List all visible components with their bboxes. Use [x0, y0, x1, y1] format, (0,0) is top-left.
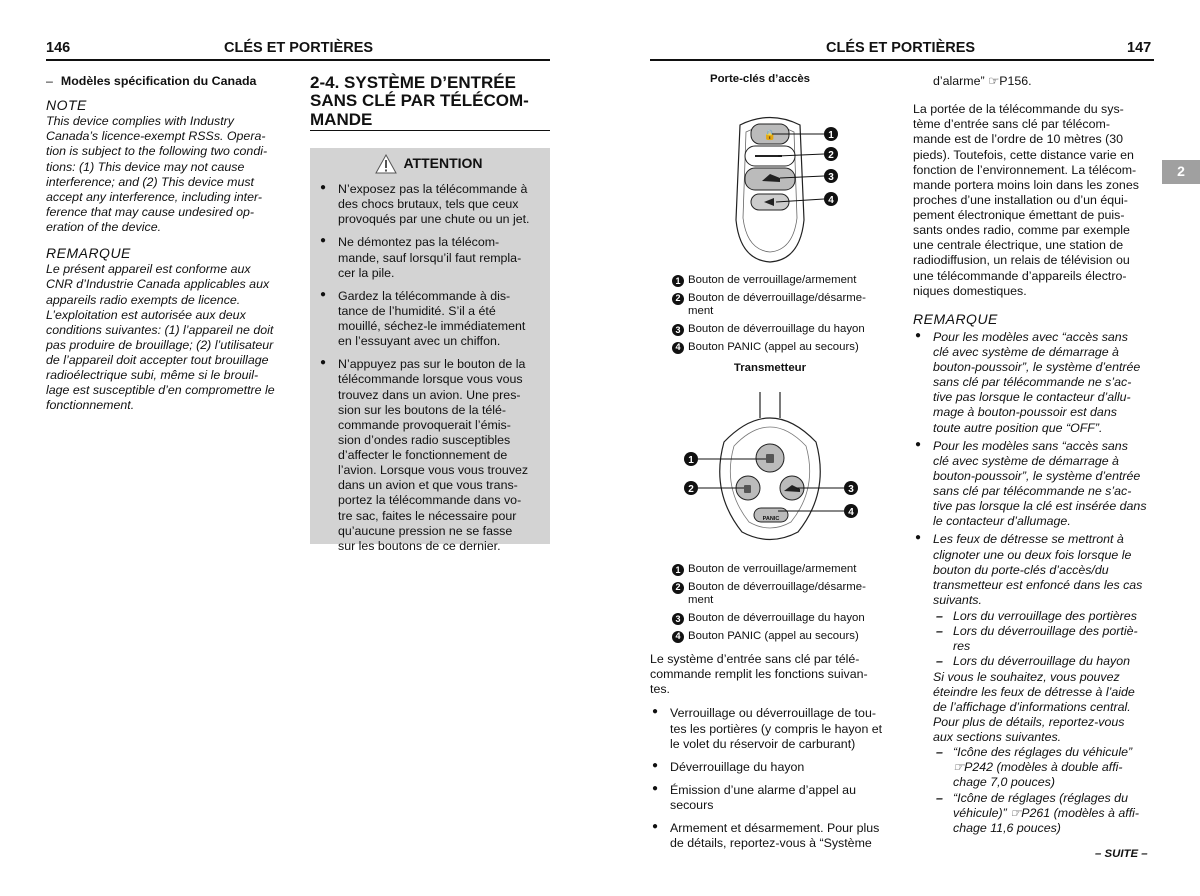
right-column [913, 74, 1158, 836]
caption-number: 2 [672, 293, 684, 305]
attention-line: qu’aucune pression ne se fasse [338, 523, 513, 538]
attention-box [310, 148, 550, 553]
range-line: La portée de la télécommande du sys- [913, 102, 1124, 117]
remarque-line: pas produire de brouillage; (2) l’utilisateur [46, 337, 274, 352]
keyfob-illustration [700, 110, 860, 270]
remarque-line: sans clé par télécommande ne s’ac- [933, 484, 1132, 499]
function-line: tes les portières (y compris le hayon et [670, 721, 883, 736]
caption-text: Bouton de verrouillage/armement [688, 274, 857, 286]
caption-text: Bouton PANIC (appel au secours) [688, 340, 859, 353]
note-line: tions: (1) This device may not cause [46, 159, 245, 174]
function-line: ● Verrouillage ou déverrouillage de tou- [670, 706, 876, 721]
range-line: pieds). Toutefois, cette distance varie en [913, 147, 1134, 162]
attention-line: ● N’exposez pas la télécommande à [338, 182, 528, 196]
note-line: interference; and (2) This device must [46, 174, 254, 189]
attention-line: dans un avion et que vous trans- [338, 478, 518, 493]
remarque-line: lage est susceptible d’en compromettre le [46, 383, 275, 398]
attention-line: des chocs brutaux, tels que ceux [338, 197, 519, 212]
attention-line: portez la télécommande dans vo- [338, 493, 522, 508]
case-line: – Lors du verrouillage des portières [953, 609, 1137, 624]
section-rule [310, 130, 550, 131]
ref-item [933, 791, 1158, 836]
note-line: Canada’s licence-exempt RSSs. Opera- [46, 129, 266, 144]
attention-item [318, 357, 540, 554]
remarque-line: le contacteur d’allumage. [933, 514, 1071, 529]
range-line: pement électronique émettant de puis- [913, 208, 1125, 222]
page-number-left: 146 [46, 40, 71, 56]
function-line: ● Émission d’une alarme d’appel au [670, 782, 856, 797]
dash-marker: – [46, 74, 53, 88]
continued-line: d’alarme” ☞P156. [933, 74, 1032, 88]
caption-number: 3 [672, 324, 684, 336]
caption-number: 2 [672, 582, 684, 594]
note-line: This device complies with Industry [46, 114, 234, 129]
remarque-item [913, 532, 1158, 608]
caption-text: Bouton de déverrouillage/désarme- [688, 291, 866, 304]
case-line: res [953, 639, 971, 654]
remarque-line: mage à bouton-poussoir est dans [933, 405, 1117, 420]
note-line: eration of the device. [46, 220, 162, 235]
caption-number: 1 [672, 564, 684, 576]
remarque-line: ● Pour les modèles sans “accès sans [933, 438, 1128, 453]
remarque-line: radioélectrique subi, même si le brouil- [46, 368, 259, 383]
callout-4-label: 4 [848, 507, 854, 518]
remarque-line: clé avec système de démarrage à [933, 344, 1119, 359]
header-rule-right [650, 59, 1154, 61]
attention-line: télécommande lorsque vous vous [338, 372, 523, 387]
attention-line: ● N’appuyez pas sur le bouton de la [338, 357, 526, 372]
attention-line: d’affecter le fonctionnement de [338, 448, 508, 462]
range-line: sants ondes radio, comme par exemple [913, 223, 1130, 238]
callout-4-label: 4 [828, 195, 834, 206]
caption-item [672, 292, 882, 319]
ref-line: ☞P242 (modèles à double affi- [953, 760, 1123, 775]
running-header-right: CLÉS ET PORTIÈRES [826, 40, 976, 56]
captions-keyfob [672, 274, 882, 358]
remarque-line: clignoter une ou deux fois lorsque le [933, 547, 1132, 562]
chapter-tab: 2 [1162, 160, 1200, 184]
caption-item [672, 341, 882, 355]
note-line: ference that may cause undesired op- [46, 204, 255, 219]
attention-line: sion d’ondes radio susceptibles [338, 432, 511, 447]
attention-item [318, 235, 540, 280]
functions-intro [650, 652, 895, 697]
attention-line: sur les boutons de ce dernier. [338, 538, 501, 553]
case-line: – Lors du déverrouillage des portiè- [953, 624, 1138, 639]
canada-heading [46, 74, 296, 89]
remarque-line: tive pas lorsque le contacteur d’allu- [933, 390, 1131, 405]
caption-text: Bouton de verrouillage/armement [688, 563, 857, 575]
attention-line: mande, sauf lorsqu’il faut rempla- [338, 250, 522, 265]
lock-icon [766, 454, 774, 463]
attention-line: tre sac, faites le nécessaire pour [338, 508, 517, 523]
caption-item [672, 581, 882, 608]
remarque-line: conditions suivantes: (1) l’appareil ne doit [46, 322, 274, 337]
function-item [650, 783, 895, 813]
caption-item [672, 323, 882, 337]
range-paragraph [913, 102, 1158, 299]
function-line: de détails, reportez-vous à “Système [670, 836, 872, 851]
remarque-line: transmetteur est enfoncé dans les cas [933, 577, 1143, 592]
remarque-line: tive pas lorsque la clé est insérée dans [933, 499, 1147, 514]
case-item [933, 654, 1158, 669]
attention-line: provoqués par une chute ou un jet. [338, 212, 530, 227]
caption-item [672, 563, 882, 577]
functions-section [650, 652, 895, 859]
attention-title: ATTENTION [403, 155, 483, 172]
attention-line: sion sur les boutons de la télé- [338, 402, 507, 417]
caption-text: ment [688, 594, 714, 607]
remarque-title-left: REMARQUE [46, 245, 131, 262]
unlock-icon [744, 485, 751, 493]
function-item [650, 706, 895, 751]
range-line: proches d’une installation ou d’un équi- [913, 192, 1128, 207]
followup-line: éteindre les feux de détresse à l’aide [933, 684, 1135, 699]
caption-number: 4 [672, 631, 684, 643]
intro-line: tes. [650, 682, 670, 697]
warning-triangle-icon [375, 154, 397, 174]
caption-text: Bouton PANIC (appel au secours) [688, 629, 859, 642]
remarque-line: L’exploitation est autorisée aux deux [46, 307, 246, 322]
attention-line: ● Gardez la télécommande à dis- [338, 288, 511, 303]
remarque-line: suivants. [933, 592, 982, 607]
function-line: ● Armement et désarmement. Pour plus [670, 821, 880, 836]
cases-list [913, 609, 1158, 670]
range-line: une centrale électrique, une station de [913, 238, 1124, 253]
function-item [650, 821, 895, 851]
remarque-item [913, 439, 1158, 530]
panic-label: PANIC [762, 516, 780, 522]
followup-paragraph [913, 670, 1158, 746]
range-line: fonction de l’environnement. La télécom- [913, 162, 1137, 177]
remarque-line: clé avec système de démarrage à [933, 453, 1119, 468]
followup-line: aux sections suivantes. [933, 730, 1062, 745]
remarque-line: appareils radio exempts de licence. [46, 292, 241, 307]
ref-line: – “Icône des réglages du véhicule” [953, 745, 1133, 760]
range-line: niques domestiques. [913, 283, 1027, 298]
attention-header [318, 152, 540, 176]
followup-line: Si vous le souhaitez, vous pouvez [933, 669, 1120, 684]
ref-line: chage 7,0 pouces) [953, 775, 1055, 790]
note-body [46, 114, 296, 235]
caption-number: 4 [672, 342, 684, 354]
caption-text: ment [688, 305, 714, 318]
captions-transmitter [672, 563, 882, 647]
lock-icon: 🔒 [763, 130, 777, 141]
case-item [933, 624, 1158, 654]
remarque-line: de l’appareil doit accepter tout brouillage [46, 353, 269, 368]
page-number-right: 147 [1127, 40, 1152, 56]
caption-item [672, 612, 882, 626]
note-line: tion is subject to the following two condi- [46, 144, 268, 159]
range-line: une télécommande d’appareils électro- [913, 268, 1127, 283]
remarque-title-right: REMARQUE [913, 310, 998, 327]
attention-line: cer la pile. [338, 265, 395, 280]
caption-item [672, 274, 882, 288]
callout-3-label: 3 [828, 172, 834, 183]
remarque-line: CNR d’Industrie Canada applicables aux [46, 277, 270, 292]
followup-line: Pour plus de détails, reportez-vous [933, 714, 1125, 729]
range-line: tème d’entrée sans clé par télécom- [913, 117, 1110, 132]
ref-line: – “Icône de réglages (réglages du [953, 790, 1128, 805]
header-rule-left [46, 59, 550, 61]
callout-2-label: 2 [688, 484, 694, 495]
function-line: secours [670, 798, 714, 812]
continued-footer: – SUITE – [1095, 848, 1148, 860]
caption-number: 3 [672, 613, 684, 625]
caption-text: Bouton de déverrouillage du hayon [688, 323, 865, 336]
left-column [46, 74, 296, 414]
intro-line: commande remplit les fonctions suivan- [650, 667, 868, 682]
attention-line: commande provoquerait l’émis- [338, 417, 511, 432]
caption-number: 1 [672, 275, 684, 287]
remarque-item [913, 330, 1158, 436]
remarque-line: bouton-poussoir”, le système d’entrée [933, 468, 1141, 483]
note-line: accept any interference, including inter- [46, 189, 263, 204]
case-item [933, 609, 1158, 624]
section-title-line: 2-4. SYSTÈME D’ENTRÉE [310, 73, 516, 92]
remarque-line: ● Les feux de détresse se mettront à [933, 532, 1124, 547]
ref-item [933, 745, 1158, 790]
transmitter-illustration [678, 382, 878, 552]
canada-heading-text: Modèles spécification du Canada [60, 74, 257, 88]
remarque-body-right [913, 330, 1158, 836]
range-line: radiodiffusion, un relais de télévision ou [913, 253, 1130, 268]
figure-title-transmitter: Transmetteur [733, 362, 807, 374]
case-line: – Lors du déverrouillage du hayon [953, 654, 1131, 669]
callout-1-label: 1 [828, 130, 834, 141]
remarque-line: toute autre position que “OFF”. [933, 420, 1103, 435]
function-line: ● Déverrouillage du hayon [670, 759, 805, 774]
function-item [650, 760, 895, 775]
section-title-line: SANS CLÉ PAR TÉLÉCOM- [310, 91, 529, 111]
followup-line: de l’affichage d’informations central. [933, 699, 1131, 714]
remarque-line: sans clé par télécommande ne s’ac- [933, 375, 1132, 390]
remarque-body-left [46, 262, 296, 413]
intro-line: Le système d’entrée sans clé par télé- [650, 652, 860, 666]
function-line: le volet du réservoir de carburant) [670, 736, 856, 751]
figure-title-keyfob: Porte-clés d’accès [709, 73, 811, 85]
caption-item [672, 630, 882, 644]
remarque-line: bouton-poussoir”, le système d’entrée [933, 360, 1141, 375]
attention-line: en l’essuyant avec un chiffon. [338, 334, 501, 349]
section-title-line: MANDE [310, 109, 373, 129]
callout-3-label: 3 [848, 484, 854, 495]
attention-line: mouillé, séchez-le immédiatement [338, 319, 526, 333]
caption-text: Bouton de déverrouillage/désarme- [688, 580, 866, 593]
running-header-left: CLÉS ET PORTIÈRES [224, 40, 374, 56]
ref-line: véhicule)” ☞P261 (modèles à affi- [953, 805, 1140, 820]
attention-line: tance de l’humidité. S’il a été [338, 303, 496, 318]
attention-line: l’avion. Lorsque vous vous trouvez [338, 463, 529, 478]
callout-1-label: 1 [688, 455, 694, 466]
remarque-line: fonctionnement. [46, 398, 135, 413]
range-line: mande portera moins loin dans les zones [913, 177, 1139, 192]
attention-line: ● Ne démontez pas la télécom- [338, 235, 500, 250]
attention-line: trouvez dans un avion. Une pres- [338, 387, 521, 402]
range-line: mande est de l’ordre de 10 mètres (30 [913, 132, 1124, 147]
remarque-line: Le présent appareil est conforme aux [46, 262, 251, 277]
remarque-line: ● Pour les modèles avec “accès sans [933, 329, 1128, 344]
section-title [310, 74, 550, 129]
attention-item [318, 182, 540, 227]
note-title: NOTE [46, 97, 87, 114]
remarque-line: bouton du porte-clés d’accès/du [933, 562, 1109, 577]
ref-line: chage 11,6 pouces) [953, 820, 1061, 835]
caption-text: Bouton de déverrouillage du hayon [688, 612, 865, 625]
refs-list [913, 745, 1158, 836]
callout-2-label: 2 [828, 150, 834, 161]
attention-item [318, 289, 540, 350]
